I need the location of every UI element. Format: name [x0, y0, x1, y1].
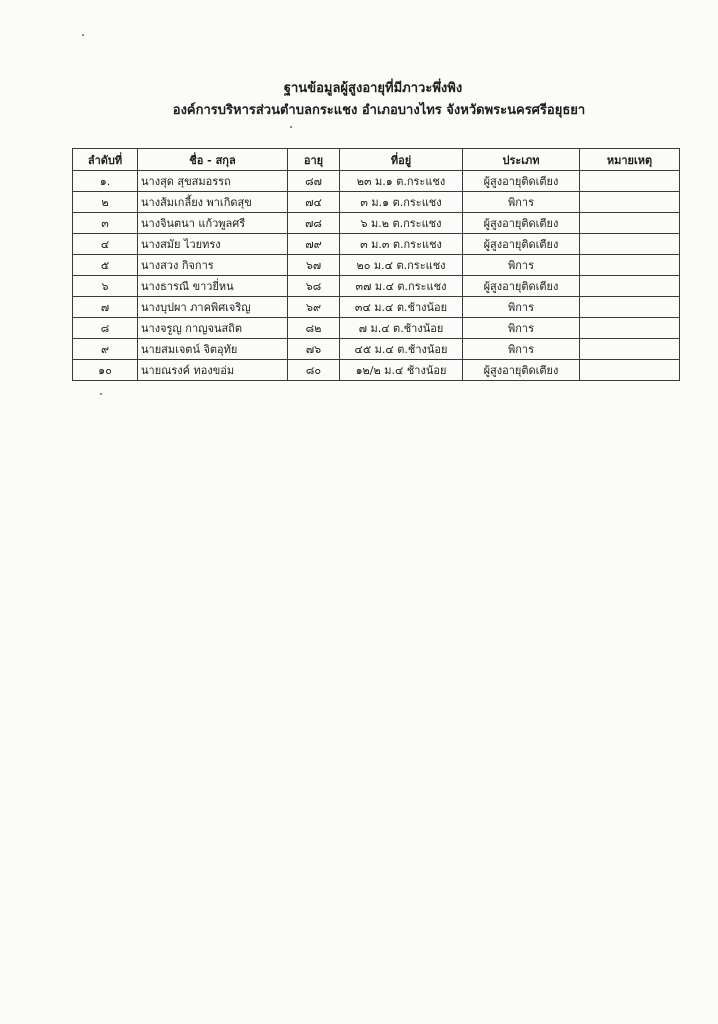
cell-name: นางสุด สุขสมอรรถ — [138, 171, 288, 192]
table-row — [73, 192, 680, 213]
cell-remarks — [580, 213, 680, 234]
cell-type: พิการ — [463, 339, 580, 360]
header-remarks: หมายเหตุ — [580, 149, 680, 171]
cell-address: ๒๓ ม.๑ ต.กระแชง — [340, 171, 463, 192]
cell-address: ๒๐ ม.๔ ต.กระแชง — [340, 255, 463, 276]
cell-age: ๗๔ — [288, 192, 340, 213]
cell-remarks — [580, 360, 680, 381]
document-subtitle: องค์การบริหารส่วนตำบลกระแชง อำเภอบางไทร จังหวัดพระนครศรีอยุธยา — [172, 103, 586, 118]
header-type: ประเภท — [463, 149, 580, 171]
cell-type: ผู้สูงอายุติดเตียง — [463, 276, 580, 297]
table-row — [73, 339, 680, 360]
cell-address: ๑๒/๒ ม.๔ ช้างน้อย — [340, 360, 463, 381]
table-row — [73, 318, 680, 339]
cell-remarks — [580, 192, 680, 213]
scan-speck — [100, 393, 102, 395]
elderly-table — [72, 148, 680, 381]
cell-name: นางจรูญ กาญจนสถิต — [138, 318, 288, 339]
cell-address: ๓ ม.๓ ต.กระแชง — [340, 234, 463, 255]
table-row — [73, 171, 680, 192]
cell-age: ๘๒ — [288, 318, 340, 339]
table-row — [73, 360, 680, 381]
cell-type: ผู้สูงอายุติดเตียง — [463, 171, 580, 192]
cell-remarks — [580, 276, 680, 297]
cell-number: ๔ — [73, 234, 138, 255]
cell-address: ๗ ม.๔ ต.ช้างน้อย — [340, 318, 463, 339]
cell-type: ผู้สูงอายุติดเตียง — [463, 360, 580, 381]
cell-address: ๓๗ ม.๔ ต.กระแชง — [340, 276, 463, 297]
cell-address: ๓๔ ม.๔ ต.ช้างน้อย — [340, 297, 463, 318]
cell-number: ๒ — [73, 192, 138, 213]
cell-type: ผู้สูงอายุติดเตียง — [463, 213, 580, 234]
cell-number: ๑๐ — [73, 360, 138, 381]
document-header — [0, 78, 718, 122]
table-row — [73, 276, 680, 297]
cell-address: ๓ ม.๑ ต.กระแชง — [340, 192, 463, 213]
cell-age: ๗๖ — [288, 339, 340, 360]
cell-age: ๗๙ — [288, 234, 340, 255]
scan-speck — [82, 34, 84, 36]
cell-age: ๖๗ — [288, 255, 340, 276]
table-row — [73, 255, 680, 276]
cell-number: ๑. — [73, 171, 138, 192]
cell-name: นายสมเจตน์ จิตอุทัย — [138, 339, 288, 360]
cell-name: นางธารณี ขาวยี่หน — [138, 276, 288, 297]
table-header-row — [73, 149, 680, 171]
cell-address: ๔๕ ม.๔ ต.ช้างน้อย — [340, 339, 463, 360]
cell-remarks — [580, 255, 680, 276]
cell-number: ๗ — [73, 297, 138, 318]
cell-age: ๗๘ — [288, 213, 340, 234]
header-name: ชื่อ - สกุล — [138, 149, 288, 171]
cell-number: ๖ — [73, 276, 138, 297]
cell-address: ๖ ม.๒ ต.กระแชง — [340, 213, 463, 234]
cell-age: ๖๘ — [288, 276, 340, 297]
cell-remarks — [580, 318, 680, 339]
header-address: ที่อยู่ — [340, 149, 463, 171]
cell-age: ๘๐ — [288, 360, 340, 381]
cell-number: ๕ — [73, 255, 138, 276]
cell-remarks — [580, 234, 680, 255]
cell-type: พิการ — [463, 255, 580, 276]
table-row — [73, 234, 680, 255]
scan-speck — [290, 126, 292, 128]
cell-number: ๙ — [73, 339, 138, 360]
cell-remarks — [580, 297, 680, 318]
cell-type: พิการ — [463, 297, 580, 318]
table-row — [73, 297, 680, 318]
cell-type: พิการ — [463, 318, 580, 339]
cell-age: ๖๙ — [288, 297, 340, 318]
header-number: ลำดับที่ — [73, 149, 138, 171]
cell-age: ๘๗ — [288, 171, 340, 192]
cell-name: นางสวง กิจการ — [138, 255, 288, 276]
cell-type: พิการ — [463, 192, 580, 213]
cell-name: นางส้มเกลี้ยง พาเกิดสุข — [138, 192, 288, 213]
cell-name: นายณรงค์ ทองขอ่ม — [138, 360, 288, 381]
cell-type: ผู้สูงอายุติดเตียง — [463, 234, 580, 255]
cell-remarks — [580, 171, 680, 192]
document-title: ฐานข้อมูลผู้สูงอายุที่มีภาวะพึ่งพิง — [283, 81, 463, 96]
cell-name: นางจินตนา แก้วพูลศรี — [138, 213, 288, 234]
table-row — [73, 213, 680, 234]
header-age: อายุ — [288, 149, 340, 171]
cell-number: ๓ — [73, 213, 138, 234]
cell-name: นางสมัย ไวยทรง — [138, 234, 288, 255]
cell-number: ๘ — [73, 318, 138, 339]
cell-remarks — [580, 339, 680, 360]
cell-name: นางบุปผา ภาคพิศเจริญ — [138, 297, 288, 318]
